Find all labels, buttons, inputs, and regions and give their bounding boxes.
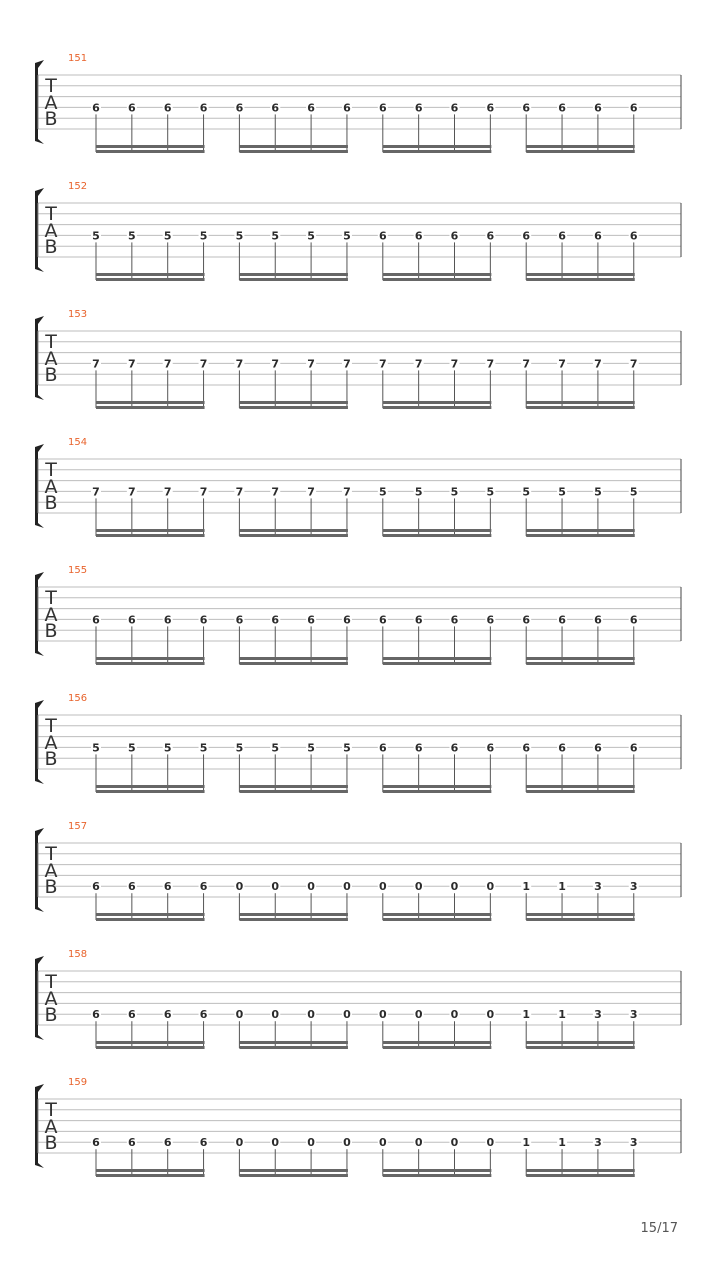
beam-primary [96,401,205,404]
beam-primary [383,273,492,276]
beam-primary [383,145,492,148]
beam-secondary [526,150,635,153]
fret-number: 7 [558,357,566,371]
fret-number: 0 [235,1136,244,1150]
beam-secondary [239,1046,348,1049]
fret-number: 6 [594,101,602,115]
fret-number: 0 [378,1136,387,1150]
fret-number: 1 [558,1136,566,1150]
fret-number: 0 [271,1136,280,1150]
beam-primary [526,913,635,916]
fret-number: 5 [414,485,423,499]
fret-number: 7 [378,357,387,371]
beam-secondary [526,662,635,665]
beam-secondary [96,790,205,793]
fret-number: 5 [486,485,495,499]
system-bracket [35,700,44,784]
beam-secondary [383,534,492,537]
fret-number: 0 [414,1136,423,1150]
fret-number: 0 [414,1008,423,1022]
fret-number: 6 [199,1136,208,1150]
tab-clef-letter: B [44,1132,58,1154]
fret-number: 6 [343,101,351,115]
beam-secondary [239,278,348,281]
fret-number: 6 [629,101,638,115]
fret-number: 6 [522,229,531,243]
fret-number: 7 [343,485,351,499]
fret-number: 6 [629,229,638,243]
fret-number: 6 [163,1136,172,1150]
measure-number: 154 [68,437,88,448]
tab-clef-letter: T [45,331,57,353]
fret-number: 0 [307,1008,315,1022]
fret-number: 6 [629,741,638,755]
fret-number: 0 [343,880,351,894]
measure-number: 152 [68,181,88,192]
tab-clef-letter: A [44,476,58,498]
fret-number: 6 [199,101,208,115]
tab-system [35,1077,681,1177]
fret-number: 1 [558,880,566,894]
fret-number: 3 [594,880,602,894]
fret-number: 0 [450,1136,459,1150]
fret-number: 5 [128,229,136,243]
fret-number: 6 [128,1136,136,1150]
tab-system [35,821,681,921]
fret-number: 0 [343,1136,351,1150]
fret-number: 7 [629,357,638,371]
fret-number: 5 [199,229,208,243]
fret-number: 6 [486,741,495,755]
beam-primary [526,273,635,276]
system-bracket [35,188,44,272]
fret-number: 7 [128,485,136,499]
beam-primary [239,785,348,788]
fret-number: 7 [92,357,100,371]
fret-number: 7 [271,485,280,499]
beam-primary [526,785,635,788]
beam-secondary [96,1046,205,1049]
system-bracket [35,956,44,1040]
beam-secondary [239,790,348,793]
fret-number: 7 [163,485,172,499]
beam-primary [383,1169,492,1172]
tab-clef-letter: A [44,604,58,626]
fret-number: 5 [594,485,602,499]
measure-number: 156 [68,693,88,704]
fret-number: 6 [378,101,387,115]
beam-primary [96,913,205,916]
tab-clef-letter: T [45,459,57,481]
fret-number: 6 [128,1008,136,1022]
beam-secondary [383,790,492,793]
beam-secondary [96,1174,205,1177]
fret-number: 0 [486,880,495,894]
tab-clef-letter: A [44,860,58,882]
tab-system [35,309,681,409]
system-bracket [35,316,44,400]
fret-number: 7 [128,357,136,371]
beam-secondary [239,662,348,665]
beam-secondary [239,1174,348,1177]
beam-primary [526,401,635,404]
tab-clef-letter: A [44,348,58,370]
measure-number: 155 [68,565,88,576]
fret-number: 1 [522,1136,531,1150]
beam-primary [526,657,635,660]
tab-system [35,565,681,665]
beam-secondary [526,1174,635,1177]
beam-secondary [526,534,635,537]
beam-primary [239,401,348,404]
beam-primary [383,529,492,532]
beam-secondary [239,534,348,537]
fret-number: 7 [307,357,315,371]
fret-number: 5 [307,229,315,243]
beam-primary [383,657,492,660]
fret-number: 6 [486,229,495,243]
beam-primary [239,657,348,660]
beam-primary [239,913,348,916]
beam-primary [239,273,348,276]
fret-number: 6 [307,101,315,115]
beam-primary [526,1169,635,1172]
beam-secondary [383,278,492,281]
fret-number: 7 [450,357,459,371]
fret-number: 5 [378,485,387,499]
measure-number: 151 [68,53,88,64]
beam-primary [96,785,205,788]
fret-number: 5 [199,741,208,755]
fret-number: 6 [378,741,387,755]
fret-number: 7 [414,357,423,371]
beam-secondary [96,278,205,281]
beam-primary [383,401,492,404]
fret-number: 6 [522,613,531,627]
fret-number: 6 [199,1008,208,1022]
fret-number: 6 [486,101,495,115]
beam-secondary [96,406,205,409]
beam-primary [239,529,348,532]
fret-number: 1 [522,1008,531,1022]
fret-number: 7 [594,357,602,371]
beam-secondary [383,150,492,153]
fret-number: 7 [235,357,244,371]
fret-number: 0 [486,1136,495,1150]
fret-number: 6 [522,741,531,755]
fret-number: 6 [271,101,280,115]
system-bracket [35,60,44,144]
fret-number: 7 [163,357,172,371]
fret-number: 6 [235,101,244,115]
tab-clef-letter: T [45,587,57,609]
beam-secondary [96,150,205,153]
fret-number: 6 [92,880,100,894]
tab-clef-letter: T [45,203,57,225]
tab-clef-letter: B [44,1004,58,1026]
tab-clef-letter: A [44,92,58,114]
tab-clef-letter: B [44,620,58,642]
fret-number: 0 [450,880,459,894]
fret-number: 0 [378,1008,387,1022]
system-bracket [35,1084,44,1168]
fret-number: 6 [450,229,459,243]
fret-number: 6 [163,101,172,115]
fret-number: 6 [594,229,602,243]
tab-system [35,53,681,153]
system-bracket [35,572,44,656]
fret-number: 6 [128,880,136,894]
fret-number: 7 [199,357,208,371]
fret-number: 6 [128,101,136,115]
fret-number: 6 [450,741,459,755]
fret-number: 5 [629,485,638,499]
fret-number: 0 [450,1008,459,1022]
fret-number: 6 [271,613,280,627]
beam-secondary [383,662,492,665]
fret-number: 6 [450,613,459,627]
fret-number: 6 [235,613,244,627]
fret-number: 6 [522,101,531,115]
tab-clef-letter: B [44,492,58,514]
beam-primary [96,529,205,532]
fret-number: 5 [235,229,244,243]
beam-primary [526,529,635,532]
fret-number: 5 [235,741,244,755]
fret-number: 5 [558,485,566,499]
measure-number: 153 [68,309,88,320]
beam-secondary [239,918,348,921]
fret-number: 0 [343,1008,351,1022]
tab-clef-letter: A [44,1116,58,1138]
fret-number: 5 [450,485,459,499]
fret-number: 6 [92,1136,100,1150]
tab-clef-letter: A [44,988,58,1010]
tab-system [35,437,681,537]
beam-secondary [526,918,635,921]
fret-number: 6 [199,880,208,894]
beam-secondary [239,406,348,409]
fret-number: 3 [594,1136,602,1150]
beam-primary [239,145,348,148]
beam-secondary [239,150,348,153]
beam-secondary [383,406,492,409]
fret-number: 6 [163,880,172,894]
fret-number: 6 [378,613,387,627]
fret-number: 6 [450,101,459,115]
fret-number: 6 [307,613,315,627]
tab-clef-letter: T [45,715,57,737]
fret-number: 7 [235,485,244,499]
beam-secondary [526,1046,635,1049]
fret-number: 6 [594,613,602,627]
fret-number: 5 [307,741,315,755]
fret-number: 6 [92,613,100,627]
tab-clef-letter: T [45,843,57,865]
fret-number: 5 [271,741,280,755]
fret-number: 0 [486,1008,495,1022]
measure-number: 158 [68,949,88,960]
fret-number: 5 [92,741,100,755]
fret-number: 6 [128,613,136,627]
fret-number: 5 [163,229,172,243]
fret-number: 5 [343,229,351,243]
fret-number: 0 [271,880,280,894]
fret-number: 6 [629,613,638,627]
tab-clef-letter: A [44,732,58,754]
beam-secondary [383,1174,492,1177]
fret-number: 6 [414,741,423,755]
beam-primary [239,1041,348,1044]
beam-primary [526,1041,635,1044]
beam-primary [96,1169,205,1172]
fret-number: 0 [414,880,423,894]
tab-clef-letter: T [45,75,57,97]
fret-number: 6 [558,741,566,755]
beam-primary [383,913,492,916]
beam-primary [96,273,205,276]
tab-system [35,181,681,281]
measure-number: 157 [68,821,88,832]
fret-number: 0 [307,880,315,894]
system-bracket [35,444,44,528]
fret-number: 3 [594,1008,602,1022]
fret-number: 6 [558,101,566,115]
fret-number: 6 [92,101,100,115]
beam-secondary [96,662,205,665]
fret-number: 6 [558,613,566,627]
fret-number: 0 [307,1136,315,1150]
fret-number: 5 [128,741,136,755]
tab-clef-letter: T [45,1099,57,1121]
fret-number: 3 [629,1008,638,1022]
beam-primary [383,1041,492,1044]
beam-primary [96,657,205,660]
system-bracket [35,828,44,912]
tab-clef-letter: B [44,236,58,258]
tab-clef-letter: B [44,748,58,770]
beam-primary [526,145,635,148]
tab-clef-letter: T [45,971,57,993]
fret-number: 0 [235,1008,244,1022]
beam-secondary [96,918,205,921]
tab-system [35,693,681,793]
beam-primary [239,1169,348,1172]
fret-number: 6 [486,613,495,627]
fret-number: 6 [558,229,566,243]
beam-secondary [96,534,205,537]
tab-system [35,949,681,1049]
tab-clef-letter: B [44,108,58,130]
fret-number: 6 [594,741,602,755]
fret-number: 6 [199,613,208,627]
fret-number: 0 [378,880,387,894]
fret-number: 5 [163,741,172,755]
fret-number: 5 [271,229,280,243]
fret-number: 7 [522,357,531,371]
beam-primary [96,145,205,148]
tab-clef-letter: B [44,364,58,386]
beam-secondary [526,406,635,409]
fret-number: 5 [343,741,351,755]
beam-primary [383,785,492,788]
fret-number: 1 [558,1008,566,1022]
fret-number: 7 [271,357,280,371]
beam-secondary [526,278,635,281]
fret-number: 6 [414,101,423,115]
beam-secondary [383,1046,492,1049]
beam-primary [96,1041,205,1044]
fret-number: 0 [271,1008,280,1022]
fret-number: 5 [92,229,100,243]
page-number: 15/17 [640,1221,678,1236]
fret-number: 6 [92,1008,100,1022]
fret-number: 3 [629,880,638,894]
fret-number: 6 [343,613,351,627]
fret-number: 1 [522,880,531,894]
fret-number: 7 [486,357,495,371]
fret-number: 7 [199,485,208,499]
fret-number: 0 [235,880,244,894]
measure-number: 159 [68,1077,88,1088]
fret-number: 6 [414,229,423,243]
fret-number: 7 [92,485,100,499]
fret-number: 5 [522,485,531,499]
beam-secondary [526,790,635,793]
fret-number: 7 [307,485,315,499]
beam-secondary [383,918,492,921]
tab-clef-letter: B [44,876,58,898]
tab-clef-letter: A [44,220,58,242]
fret-number: 7 [343,357,351,371]
fret-number: 6 [163,1008,172,1022]
fret-number: 3 [629,1136,638,1150]
fret-number: 6 [378,229,387,243]
fret-number: 6 [163,613,172,627]
fret-number: 6 [414,613,423,627]
